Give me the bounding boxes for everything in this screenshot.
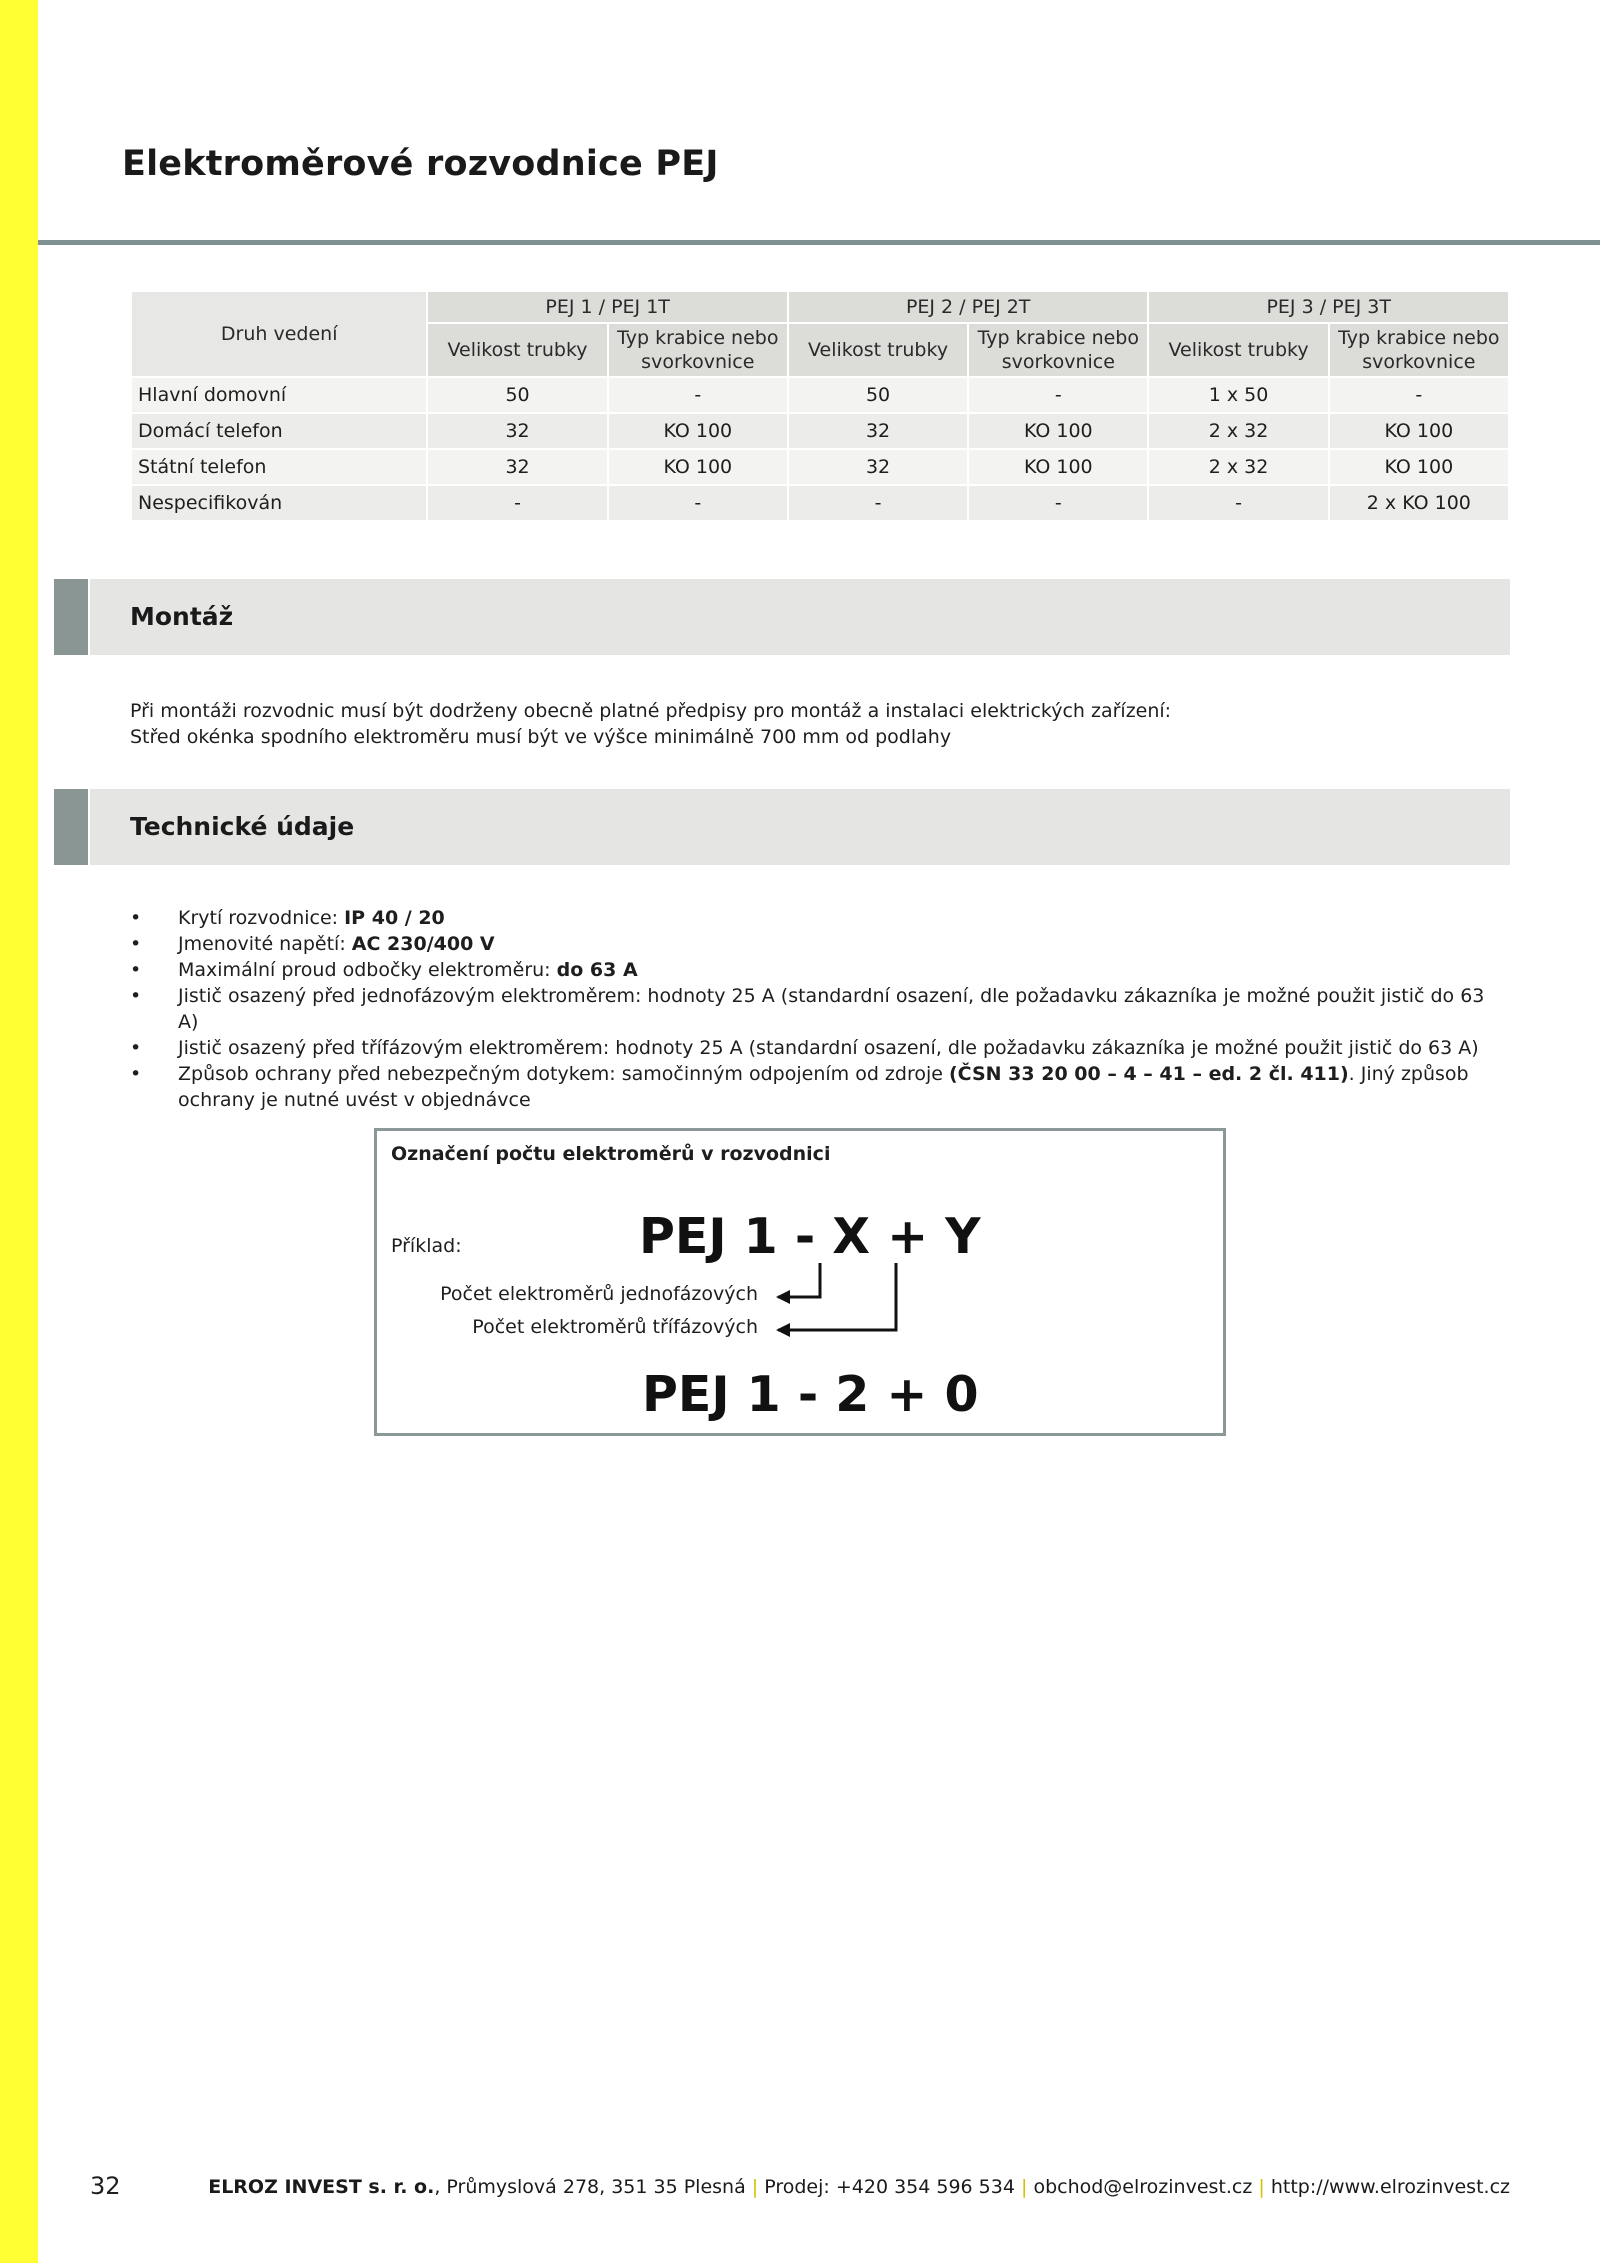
row-label: Nespecifikován [131,485,427,521]
table-cell: KO 100 [968,449,1148,485]
spec-table [130,290,1510,522]
table-cell: 32 [427,413,607,449]
table-cell: - [608,377,788,413]
technical-list [130,905,1510,1113]
table-cell: 32 [427,449,607,485]
header-typ-krabice: Typ krabice nebo svorkovnice [1329,323,1509,377]
list-item: • Krytí rozvodnice: IP 40 / 20 [130,905,1510,931]
header-velikost-trubky: Velikost trubky [427,323,607,377]
montaz-line-2: Střed okénka spodního elektroměru musí být ve výšce minimálně 700 mm od podlahy [130,726,952,748]
table-cell: - [968,377,1148,413]
header-druh-vedeni: Druh vedení [131,291,427,377]
table-cell: 50 [427,377,607,413]
table-cell: 1 x 50 [1148,377,1328,413]
table-row [131,449,1509,485]
row-label: Státní telefon [131,449,427,485]
company-name: ELROZ INVEST s. r. o. [208,2176,435,2198]
montaz-line-1: Při montáži rozvodnic musí být dodrženy obecně platné předpisy pro montáž a instalaci elektrických zařízení: [130,700,1172,722]
sales-phone: Prodej: +420 354 596 534 [764,2176,1015,2198]
list-item: • Jmenovité napětí: AC 230/400 V [130,931,1510,957]
web-link[interactable]: http://www.elrozinvest.cz [1270,2176,1510,2198]
table-cell: - [968,485,1148,521]
section-montaz [54,579,1510,655]
table-cell: KO 100 [1329,449,1509,485]
table-cell: - [1329,377,1509,413]
header-typ-krabice: Typ krabice nebo svorkovnice [968,323,1148,377]
header-group: PEJ 3 / PEJ 3T [1148,291,1509,323]
example-label: Příklad: [391,1235,462,1257]
page-title: Elektroměrové rozvodnice PEJ [122,144,719,184]
table-cell: 32 [788,413,968,449]
table-cell: - [427,485,607,521]
list-item: • Jistič osazený před jednofázovým elektroměrem: hodnoty 25 A (standardní osazení, dle požadavku zákazníka je možné použit jistič do 63 A) [130,983,1510,1035]
table-row [131,413,1509,449]
header-group: PEJ 1 / PEJ 1T [427,291,788,323]
table-cell: KO 100 [968,413,1148,449]
section-heading-technical: Technické údaje [130,812,355,841]
table-cell: 2 x 32 [1148,413,1328,449]
table-cell: - [608,485,788,521]
formula-template: PEJ 1 - X + Y [639,1208,981,1265]
list-item: • Jistič osazený před třífázovým elektroměrem: hodnoty 25 A (standardní osazení, dle požadavku zákazníka je možné použit jistič do 63 A) [130,1035,1510,1061]
section-marker [54,789,90,865]
email-link[interactable]: obchod@elrozinvest.cz [1033,2176,1253,2198]
header-velikost-trubky: Velikost trubky [788,323,968,377]
table-row [131,485,1509,521]
table-cell: 50 [788,377,968,413]
header-typ-krabice: Typ krabice nebo svorkovnice [608,323,788,377]
table-cell: 2 x 32 [1148,449,1328,485]
row-label: Hlavní domovní [131,377,427,413]
table-row [131,377,1509,413]
box-title: Označení počtu elektroměrů v rozvodnici [391,1143,831,1165]
title-rule [38,240,1600,245]
table-cell: 2 x KO 100 [1329,485,1509,521]
single-phase-label: Počet elektroměrů jednofázových [440,1283,758,1305]
section-technical [54,789,1510,865]
designation-box [374,1128,1226,1436]
list-item: • Způsob ochrany před nebezpečným dotykem: samočinným odpojením od zdroje (ČSN 33 20 00 – 4 – 41 – ed. 2 čl. 411). Jiný způsob ochrany je nutné uvést v objednávce [130,1061,1510,1113]
table-cell: - [1148,485,1328,521]
table-cell: KO 100 [1329,413,1509,449]
table-cell: 32 [788,449,968,485]
footer-address: ELROZ INVEST s. r. o., Průmyslová 278, 351 35 Plesná | Prodej: +420 354 596 534 | obchod@elrozinvest.cz | http://www.elrozinvest.cz [208,2176,1510,2198]
section-marker [54,579,90,655]
page-number: 32 [90,2172,121,2200]
yellow-side-bar [0,0,38,2263]
row-label: Domácí telefon [131,413,427,449]
three-phase-label: Počet elektroměrů třífázových [472,1316,758,1338]
header-velikost-trubky: Velikost trubky [1148,323,1328,377]
list-item: • Maximální proud odbočky elektroměru: do 63 A [130,957,1510,983]
section-heading-montaz: Montáž [130,602,234,631]
table-cell: KO 100 [608,413,788,449]
formula-example: PEJ 1 - 2 + 0 [642,1366,979,1423]
header-group: PEJ 2 / PEJ 2T [788,291,1149,323]
table-cell: KO 100 [608,449,788,485]
table-cell: - [788,485,968,521]
